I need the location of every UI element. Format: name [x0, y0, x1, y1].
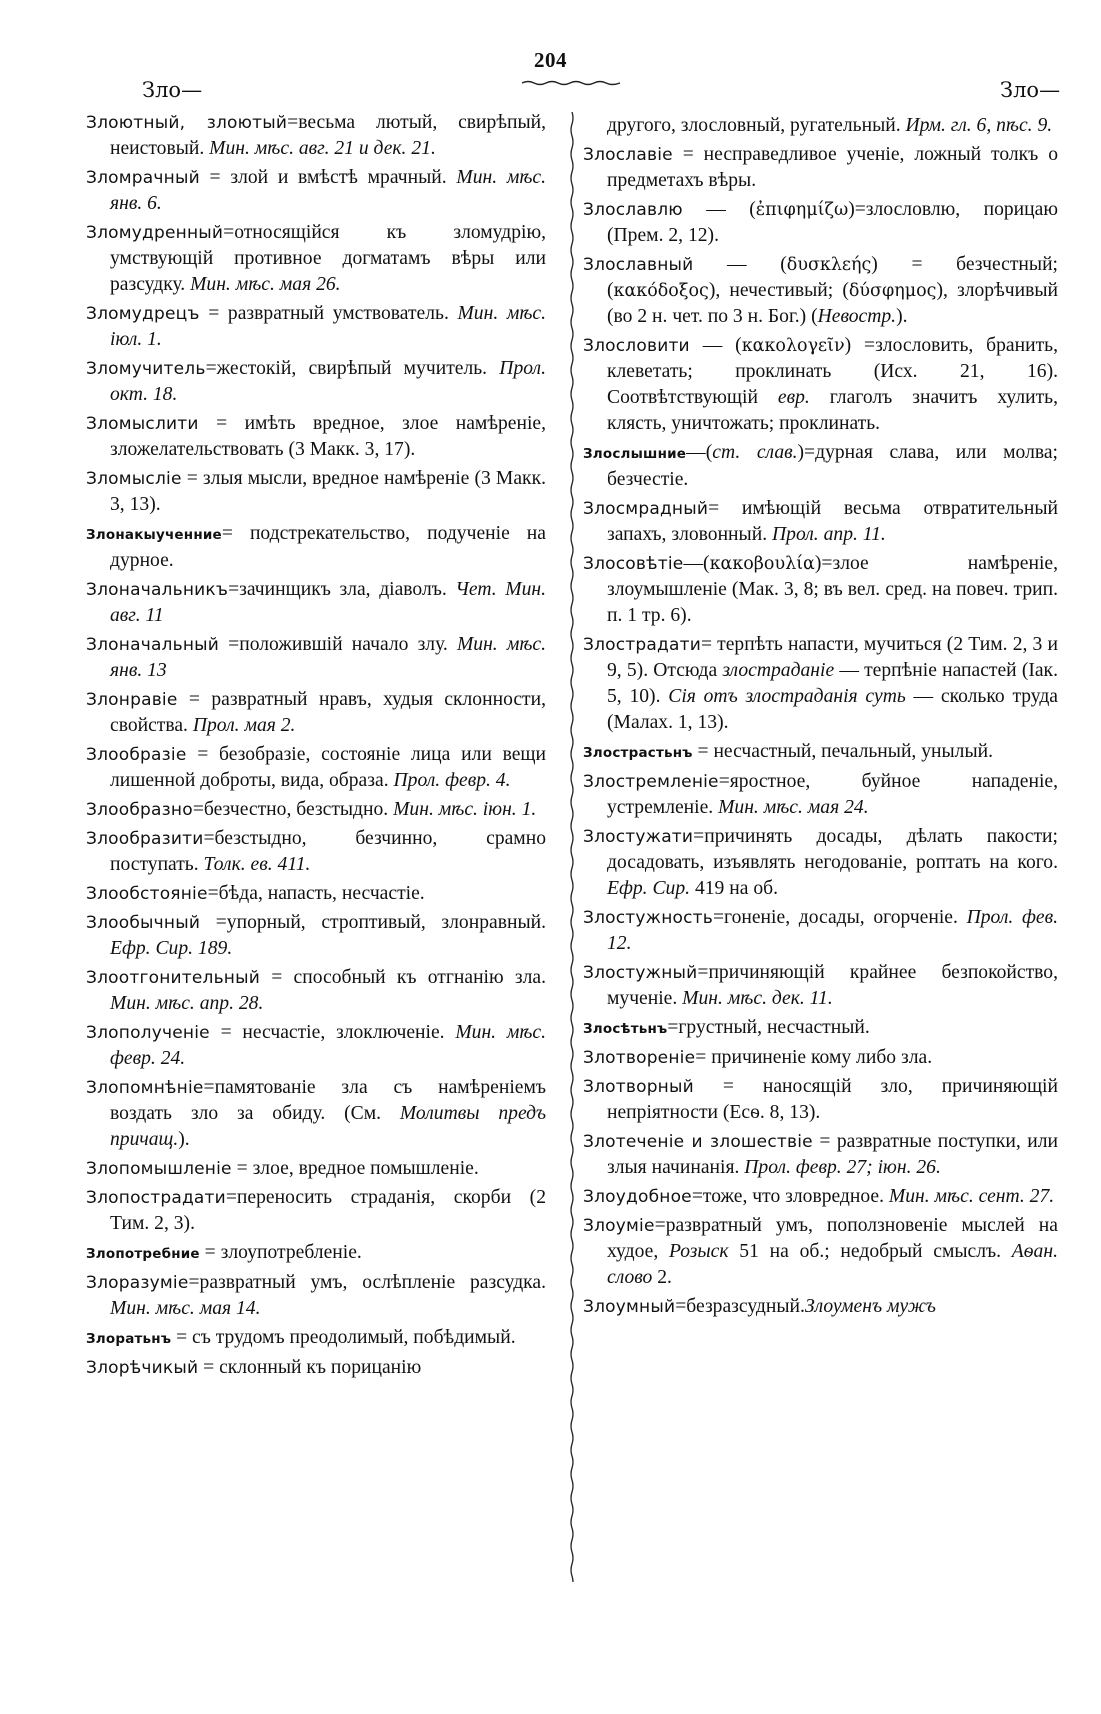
greek-equivalent: ἐπιφημίζω: [755, 200, 849, 220]
source-reference: Молитвы предъ причащ.: [110, 1103, 546, 1150]
definition: =причиняющій крайнее безпокойство, мученіе.: [607, 962, 1058, 1009]
definition: = злое, вредное помышленіе.: [231, 1158, 479, 1179]
definition: = подстрекательство, подученіе на дурное.: [110, 523, 546, 571]
definition: ) = безчестный; (: [607, 254, 1058, 301]
source-reference: Мин. мѣс. авг. 21 и дек. 21.: [209, 138, 436, 159]
headword: Зломудренный: [86, 223, 224, 243]
headword: Злотеченіе и злошествіе: [583, 1132, 813, 1152]
headword: Злоначальный: [86, 635, 220, 655]
running-head-left: Зло—: [142, 78, 203, 102]
dictionary-entry: [86, 1240, 546, 1267]
source-reference: Мин. мѣс. апр. 28.: [110, 993, 264, 1014]
definition: = имѣть вредное, злое намѣреніе, зложелательствовать (3 Макк. 3, 17).: [110, 413, 546, 460]
dictionary-entry: [583, 440, 1058, 493]
dictionary-entry: [86, 301, 546, 353]
dictionary-entry: [583, 1213, 1058, 1291]
headword: Злоютный, злоютый: [86, 113, 288, 133]
definition: = склонный къ порицанію: [198, 1357, 422, 1378]
headword: Злостужати: [583, 827, 694, 847]
left-column: [86, 110, 546, 1384]
definition: =положившій начало злу.: [219, 634, 457, 655]
definition: = злоупотребленіе.: [199, 1242, 362, 1263]
definition: ).: [896, 306, 908, 327]
dictionary-entry: [583, 1294, 1058, 1320]
dictionary-entry: [86, 687, 546, 739]
dictionary-entry: [583, 1015, 1058, 1042]
definition: =жестокій, свирѣпый мучитель.: [205, 358, 500, 379]
dictionary-entry: [583, 551, 1058, 629]
dictionary-entry: [583, 905, 1058, 957]
source-reference: Мин. мѣс. янв. 6.: [110, 167, 547, 214]
dictionary-entry: [86, 521, 546, 574]
definition: =упорный, строптивый, злонравный.: [200, 912, 546, 933]
definition: = съ трудомъ преодолимый, побѣдимый.: [171, 1327, 516, 1348]
headword: Злословити: [583, 336, 690, 356]
dictionary-entry: [583, 197, 1058, 249]
headword: Зломыслити: [86, 414, 199, 434]
definition: = несчастный, печальный, унылый.: [692, 741, 993, 762]
dictionary-entry: [86, 165, 546, 217]
source-reference: Аѳан. слово: [607, 1241, 1058, 1288]
source-reference: Невостр.: [817, 306, 897, 327]
definition: глаголъ значитъ хулить, клясть, уничтожать; проклинать.: [607, 387, 1058, 434]
dictionary-entry: [86, 411, 546, 463]
dictionary-entry: [583, 739, 1058, 766]
dictionary-entry: [86, 742, 546, 794]
dictionary-entry: [583, 142, 1058, 194]
page-number: 204: [534, 48, 567, 72]
headword: Злообразно: [86, 800, 193, 820]
column-divider: [568, 112, 576, 1582]
definition: — (: [693, 254, 787, 275]
headword: Злоразуміе: [86, 1273, 189, 1293]
dictionary-entry: [86, 881, 546, 907]
dictionary-entry: [86, 965, 546, 1017]
dictionary-entry: [86, 632, 546, 684]
dictionary-entry: [86, 1185, 546, 1237]
source-reference: Мин. мѣс. сент. 27.: [888, 1186, 1055, 1207]
definition: = развратный нравъ, худыя склонности, свойства.: [110, 689, 546, 736]
source-reference: Мин. мѣс. мая 26.: [190, 274, 341, 295]
headword: Злосѣтьнъ: [583, 1021, 668, 1037]
dictionary-entry: [86, 1355, 546, 1381]
definition: =безразсудный.: [675, 1296, 805, 1317]
definition: = злой и вмѣстѣ мрачный.: [199, 167, 457, 188]
definition: — (: [689, 335, 742, 356]
headword: Злослышние: [583, 446, 687, 462]
source-reference: ст. слав.: [712, 442, 798, 463]
definition: =гоненіе, досады, огорченіе.: [712, 907, 967, 928]
definition: другого, злословный, ругательный.: [607, 115, 906, 136]
definition: = развратный умствователь.: [199, 303, 458, 324]
definition: =зачинщикъ зла, діаволъ.: [228, 579, 456, 600]
definition: = несправедливое ученіе, ложный толкъ о предметахъ вѣры.: [607, 144, 1058, 191]
dictionary-entry: [86, 1156, 546, 1182]
source-reference: Чет. Мин. авг. 11: [110, 579, 546, 626]
definition: = имѣющій весьма отвратительный запахъ, зловонный.: [607, 498, 1058, 545]
definition: = злыя мысли, вредное намѣреніе (3 Макк. 3, 13).: [110, 468, 546, 515]
headword: Злонравіе: [86, 690, 178, 710]
source-reference: Толк. ев. 411.: [203, 854, 311, 875]
definition: ), злорѣчивый (во 2 н. чет. по 3 н. Бог.) (: [607, 280, 1058, 327]
definition: 2.: [652, 1267, 672, 1288]
dictionary-entry: [86, 797, 546, 823]
dictionary-entry: [86, 577, 546, 629]
definition: = наносящій зло, причиняющій непріятности (Есѳ. 8, 13).: [607, 1076, 1058, 1123]
dictionary-entry: [86, 1075, 546, 1153]
headword: Злоратьнъ: [86, 1331, 172, 1347]
greek-equivalent: κακοβουλία: [709, 554, 815, 574]
source-reference: евр.: [777, 387, 810, 408]
dictionary-entry: [86, 826, 546, 878]
definition: =тоже, что зловредное.: [691, 1186, 889, 1207]
source-reference: Мин. мѣс. февр. 24.: [110, 1022, 546, 1069]
headword: Злославіе: [583, 145, 673, 165]
source-reference: Мин. мѣс. дек. 11.: [682, 988, 833, 1009]
definition: =переносить страданія, скорби (2 Тим. 2, 3).: [110, 1187, 546, 1234]
definition: =безчестно, безстыдно.: [192, 799, 394, 820]
headword: Злостремленіе: [583, 772, 719, 792]
headword: Злообычный: [86, 913, 201, 933]
headword: Злославный: [583, 255, 694, 275]
greek-equivalent: κακολογεῖν: [741, 336, 845, 356]
headword: Злостужный: [583, 963, 698, 983]
definition: = терпѣть напасти, мучиться (2 Тим. 2, 3 и 9, 5). Отсюда: [607, 634, 1058, 681]
definition: — сколько труда (Малах. 1, 13).: [607, 686, 1059, 733]
definition: )=злое намѣреніе, злоумышленіе (Мак. 3, 8; въ вел. сред. на повеч. трип. п. 1 тр. 6).: [607, 553, 1058, 626]
source-reference: Ирм. гл. 6, пѣс. 9.: [905, 115, 1053, 136]
headword: Зломудрецъ: [86, 304, 200, 324]
dictionary-entry: [583, 1129, 1058, 1181]
source-reference: Мин. мѣс. янв. 13: [110, 634, 546, 681]
headword: Злопострадати: [86, 1188, 226, 1208]
definition: =безстыдно, безчинно, срамно поступать.: [110, 828, 546, 875]
definition: )=злословлю, порицаю (Прем. 2, 12).: [607, 199, 1058, 246]
dictionary-entry: [583, 769, 1058, 821]
headword: Злославлю: [583, 200, 683, 220]
definition: =относящійся къ зломудрію, умствующій противное догматамъ вѣры или разсудку.: [110, 222, 546, 295]
page-number-rule: [522, 78, 620, 86]
dictionary-entry: [86, 110, 546, 162]
definition: —(: [683, 553, 710, 574]
definition: 419 на об.: [690, 878, 778, 899]
headword: Злопомнѣніе: [86, 1078, 204, 1098]
source-reference: Прол. мая 2.: [192, 715, 296, 736]
definition: = причиненіе кому либо зла.: [695, 1047, 933, 1068]
source-reference: Прол. окт. 18.: [110, 358, 546, 405]
source-reference: Прол. фев. 12.: [607, 907, 1059, 954]
headword: Злострастьнъ: [583, 745, 693, 761]
definition: = способный къ отгнанію зла.: [260, 967, 546, 988]
headword: Злотвореніе: [583, 1048, 696, 1068]
source-reference: Мин. мѣс. іюн. 1.: [393, 799, 537, 820]
source-reference: злостраданіе: [722, 660, 835, 681]
definition: =памятованіе зла съ намѣреніемъ воздать зло за обиду. (См.: [110, 1077, 546, 1124]
greek-equivalent: δυσκλεής: [786, 255, 872, 275]
headword: Злоначальникъ: [86, 580, 229, 600]
definition: 51 на об.; недобрый смыслъ.: [728, 1241, 1012, 1262]
definition: =бѣда, напасть, несчастіе.: [207, 883, 425, 904]
headword: Злопомышленіе: [86, 1159, 232, 1179]
dictionary-entry: [86, 220, 546, 298]
headword: Злостужность: [583, 908, 713, 928]
source-reference: Ефр. Сир.: [607, 878, 691, 899]
definition: =причинять досады, дѣлать пакости; досадовать, изъявлять негодованіе, роптать на кого.: [607, 826, 1058, 873]
greek-equivalent: κακόδοξος: [613, 281, 709, 301]
dictionary-entry: [86, 1325, 546, 1352]
headword: Зломысліе: [86, 469, 182, 489]
dictionary-entry: [583, 824, 1058, 902]
dictionary-entry: [583, 1045, 1058, 1071]
source-reference: Сія отъ злостраданія суть: [668, 686, 906, 707]
definition: =развратный умъ, ослѣпленіе разсудка.: [188, 1272, 546, 1293]
definition: = несчастіе, злоключеніе.: [209, 1022, 456, 1043]
headword: Злообстояніе: [86, 884, 208, 904]
dictionary-entry: [583, 1184, 1058, 1210]
definition: )=дурная слава, или молва; безчестіе.: [607, 442, 1058, 490]
running-head-right: Зло—: [1000, 78, 1061, 102]
headword: Злорѣчикый: [86, 1358, 199, 1378]
source-reference: Прол. апр. 11.: [772, 524, 886, 545]
dictionary-entry: [583, 333, 1058, 437]
headword: Злотворный: [583, 1077, 694, 1097]
definition: =развратный умъ, поползновеніе мыслей на худое,: [607, 1215, 1058, 1262]
definition: ) =злословить, бранить, клеветать; проклинать (Исх. 21, 16). Соотвѣтствующій: [607, 335, 1058, 408]
dictionary-entry: [86, 356, 546, 408]
headword: Злоуміе: [583, 1216, 655, 1236]
definition: =весьма лютый, свирѣпый, неистовый.: [110, 112, 547, 159]
headword: Злоотгонительный: [86, 968, 260, 988]
source-reference: Злоуменъ мужъ: [804, 1296, 936, 1317]
source-reference: Розыск: [668, 1241, 729, 1262]
dictionary-entry: [583, 496, 1058, 548]
headword: Злонакыученние: [86, 527, 222, 543]
source-reference: Прол. февр. 4.: [393, 770, 511, 791]
headword: Злострадати: [583, 635, 701, 655]
headword: Злосовѣтіе: [583, 554, 684, 574]
headword: Злообразити: [86, 829, 204, 849]
greek-equivalent: δύσφημος: [848, 281, 937, 301]
headword: Злополученіе: [86, 1023, 210, 1043]
dictionary-entry: [583, 252, 1058, 330]
source-reference: Прол. февр. 27; іюн. 26.: [744, 1157, 941, 1178]
definition: ), нечестивый; (: [708, 280, 849, 301]
headword: Зломрачный: [86, 168, 200, 188]
dictionary-entry: [583, 1074, 1058, 1126]
dictionary-entry: [86, 466, 546, 518]
definition: —(: [686, 442, 713, 463]
dictionary-entry: [583, 960, 1058, 1012]
definition: = безобразіе, состояніе лица или вещи лишенной доброты, вида, образа.: [110, 744, 546, 791]
definition: =яростное, буйное нападеніе, устремленіе.: [607, 771, 1058, 818]
right-column: [583, 113, 1058, 1323]
headword: Злосмрадный: [583, 499, 709, 519]
headword: Злообразіе: [86, 745, 187, 765]
headword: Злоумный: [583, 1297, 676, 1317]
headword: Зломучитель: [86, 359, 206, 379]
source-reference: Мин. мѣс. мая 14.: [110, 1298, 261, 1319]
definition: ).: [178, 1129, 190, 1150]
definition: — терпѣніе напастей (Іак. 5, 10).: [607, 660, 1058, 707]
definition: — (: [682, 199, 756, 220]
entry-continuation: [583, 113, 1058, 139]
dictionary-entry: [86, 1270, 546, 1322]
source-reference: Мин. мѣс. мая 24.: [718, 797, 869, 818]
source-reference: Мин. мѣс. іюл. 1.: [110, 303, 547, 350]
dictionary-entry: [583, 632, 1058, 736]
headword: Злоудобное: [583, 1187, 692, 1207]
dictionary-entry: [86, 910, 546, 962]
source-reference: Ефр. Сир. 189.: [110, 938, 233, 959]
headword: Злопотребние: [86, 1246, 200, 1262]
dictionary-entry: [86, 1020, 546, 1072]
definition: =грустный, несчастный.: [667, 1017, 870, 1038]
definition: = развратные поступки, или злыя начинанія.: [607, 1131, 1058, 1178]
